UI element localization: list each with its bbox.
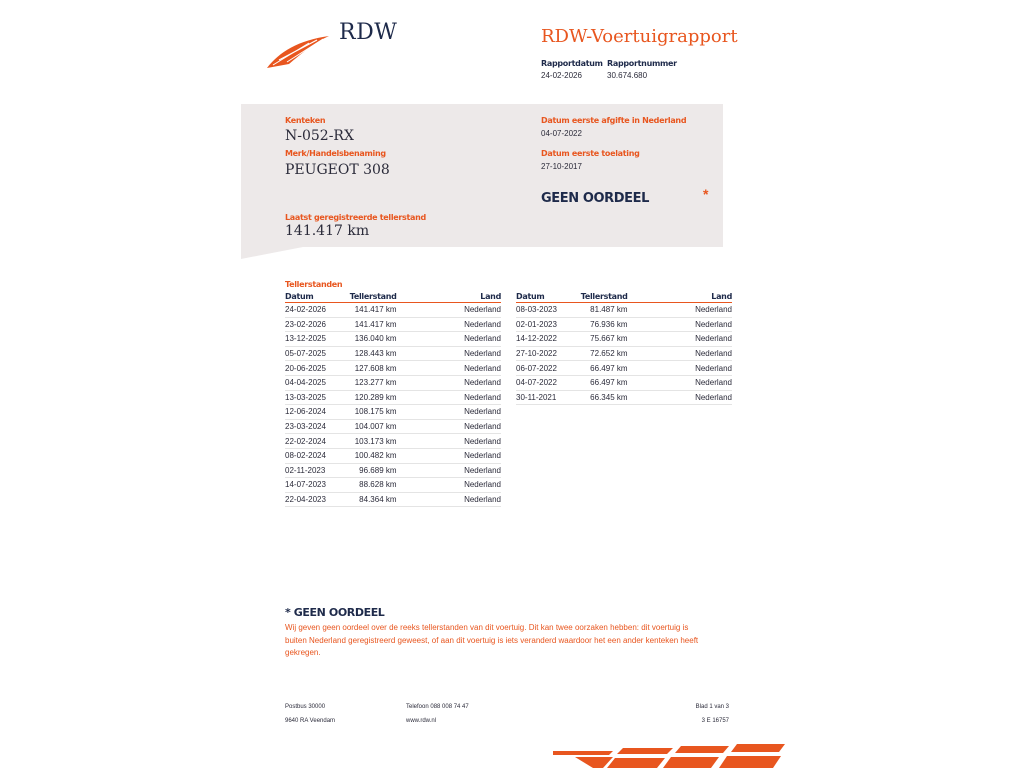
cell-datum: 05-07-2025 <box>285 346 350 361</box>
cell-land: Nederland <box>397 375 501 390</box>
footer-postbus: Postbus 30000 <box>285 704 326 710</box>
brand-name: RDW <box>339 20 398 45</box>
cell-datum: 22-02-2024 <box>285 434 350 449</box>
column-header-datum: Datum <box>285 291 350 303</box>
eerste-afgifte-label: Datum eerste afgifte in Nederland <box>541 116 687 125</box>
table-row <box>285 405 501 420</box>
cell-datum: 02-11-2023 <box>285 463 350 478</box>
cell-datum: 23-03-2024 <box>285 419 350 434</box>
cell-tellerstand: 136.040 km <box>350 332 397 347</box>
cell-land: Nederland <box>397 419 501 434</box>
rapportdatum-value: 24-02-2026 <box>541 71 582 80</box>
cell-tellerstand: 66.497 km <box>581 361 628 376</box>
cell-land: Nederland <box>628 303 732 318</box>
table-row <box>516 346 732 361</box>
kenteken-value: N-052-RX <box>285 128 354 144</box>
verdict-asterisk: * <box>703 186 709 202</box>
cell-tellerstand: 128.443 km <box>350 346 397 361</box>
footer-telefoon: Telefoon 088 008 74 47 <box>406 704 469 710</box>
cell-land: Nederland <box>397 390 501 405</box>
cell-tellerstand: 76.936 km <box>581 317 628 332</box>
vehicle-info-panel-tail <box>241 247 303 259</box>
table-row <box>285 317 501 332</box>
cell-datum: 27-10-2022 <box>516 346 581 361</box>
cell-tellerstand: 66.345 km <box>581 390 628 405</box>
table-row <box>285 463 501 478</box>
footer-document-code: 3 E 16757 <box>701 718 729 724</box>
cell-land: Nederland <box>397 434 501 449</box>
cell-tellerstand: 72.652 km <box>581 346 628 361</box>
cell-datum: 04-04-2025 <box>285 375 350 390</box>
cell-tellerstand: 88.628 km <box>350 478 397 493</box>
tellerstand-label: Laatst geregistreerde tellerstand <box>285 213 426 222</box>
cell-land: Nederland <box>397 346 501 361</box>
cell-land: Nederland <box>397 317 501 332</box>
merk-value: PEUGEOT 308 <box>285 162 390 178</box>
column-header-tellerstand: Tellerstand <box>580 292 628 301</box>
eerste-afgifte-value: 04-07-2022 <box>541 129 582 138</box>
eerste-toelating-label: Datum eerste toelating <box>541 149 640 158</box>
rapportdatum-label: Rapportdatum <box>541 59 603 68</box>
table-row <box>516 303 732 318</box>
table-row <box>516 361 732 376</box>
odometer-table-right <box>516 291 732 405</box>
cell-tellerstand: 96.689 km <box>350 463 397 478</box>
table-row <box>285 448 501 463</box>
column-header-tellerstand: Tellerstand <box>349 292 397 301</box>
cell-datum: 06-07-2022 <box>516 361 581 376</box>
cell-land: Nederland <box>397 303 501 318</box>
footer-website: www.rdw.nl <box>406 718 437 724</box>
cell-datum: 20-06-2025 <box>285 361 350 376</box>
verdict-text: GEEN OORDEEL <box>541 191 649 206</box>
table-header-row <box>285 291 501 303</box>
cell-land: Nederland <box>397 463 501 478</box>
table-row <box>285 390 501 405</box>
table-row <box>285 419 501 434</box>
cell-land: Nederland <box>397 361 501 376</box>
cell-tellerstand: 81.487 km <box>581 303 628 318</box>
rapportnummer-label: Rapportnummer <box>607 59 677 68</box>
rapportnummer-value: 30.674.680 <box>607 71 648 80</box>
footer-postcode: 9640 RA Veendam <box>285 718 336 724</box>
cell-tellerstand: 100.482 km <box>350 448 397 463</box>
cell-datum: 14-07-2023 <box>285 478 350 493</box>
table-row <box>285 375 501 390</box>
table-row <box>516 332 732 347</box>
cell-datum: 14-12-2022 <box>516 332 581 347</box>
cell-tellerstand: 108.175 km <box>350 405 397 420</box>
cell-tellerstand: 84.364 km <box>350 492 397 507</box>
table-row <box>516 317 732 332</box>
table-row <box>285 361 501 376</box>
cell-land: Nederland <box>628 390 732 405</box>
cell-datum: 13-12-2025 <box>285 332 350 347</box>
rdw-logo-icon <box>265 34 331 70</box>
column-header-datum: Datum <box>516 291 581 303</box>
report-title: RDW-Voertuigrapport <box>541 26 738 47</box>
footnote-text: Wij geven geen oordeel over de reeks tellerstanden van dit voertuig. Dit kan twee oorzaken hebben: dit voertuig is buiten Nederland geregistreerd geweest, of aan dit voertuig is iets veranderd waardoor het een ander kenteken heeft gekregen. <box>285 623 699 658</box>
table-row <box>285 478 501 493</box>
cell-datum: 08-02-2024 <box>285 448 350 463</box>
table-row <box>516 390 732 405</box>
cell-land: Nederland <box>628 361 732 376</box>
cell-land: Nederland <box>628 317 732 332</box>
eerste-toelating-value: 27-10-2017 <box>541 162 582 171</box>
table-row <box>285 303 501 318</box>
cell-land: Nederland <box>397 448 501 463</box>
cell-datum: 24-02-2026 <box>285 303 350 318</box>
cell-datum: 30-11-2021 <box>516 390 581 405</box>
cell-tellerstand: 123.277 km <box>350 375 397 390</box>
cell-datum: 13-03-2025 <box>285 390 350 405</box>
table-row <box>285 346 501 361</box>
cell-tellerstand: 104.007 km <box>350 419 397 434</box>
table-row <box>516 375 732 390</box>
cell-land: Nederland <box>397 492 501 507</box>
tellerstand-value: 141.417 km <box>285 223 370 239</box>
column-header-land: Land <box>397 291 501 303</box>
odometer-table-left <box>285 291 501 507</box>
cell-datum: 04-07-2022 <box>516 375 581 390</box>
cell-land: Nederland <box>628 332 732 347</box>
merk-label: Merk/Handelsbenaming <box>285 149 386 158</box>
cell-land: Nederland <box>397 405 501 420</box>
cell-land: Nederland <box>397 332 501 347</box>
table-header-row <box>516 291 732 303</box>
cell-datum: 22-04-2023 <box>285 492 350 507</box>
cell-tellerstand: 141.417 km <box>350 317 397 332</box>
kenteken-label: Kenteken <box>285 116 326 125</box>
cell-tellerstand: 120.289 km <box>350 390 397 405</box>
footer-page-number: Blad 1 van 3 <box>695 704 729 710</box>
footnote-title: * GEEN OORDEEL <box>285 606 385 619</box>
column-header-land: Land <box>628 291 732 303</box>
cell-datum: 12-06-2024 <box>285 405 350 420</box>
cell-land: Nederland <box>397 478 501 493</box>
table-row <box>285 492 501 507</box>
cell-tellerstand: 75.667 km <box>581 332 628 347</box>
cell-tellerstand: 127.608 km <box>350 361 397 376</box>
tellerstanden-title: Tellerstanden <box>285 280 343 289</box>
cell-datum: 23-02-2026 <box>285 317 350 332</box>
cell-datum: 02-01-2023 <box>516 317 581 332</box>
rdw-stripes-graphic-icon <box>553 744 785 768</box>
cell-land: Nederland <box>628 375 732 390</box>
table-row <box>285 332 501 347</box>
table-row <box>285 434 501 449</box>
cell-datum: 08-03-2023 <box>516 303 581 318</box>
cell-tellerstand: 66.497 km <box>581 375 628 390</box>
cell-land: Nederland <box>628 346 732 361</box>
cell-tellerstand: 103.173 km <box>350 434 397 449</box>
cell-tellerstand: 141.417 km <box>350 303 397 318</box>
